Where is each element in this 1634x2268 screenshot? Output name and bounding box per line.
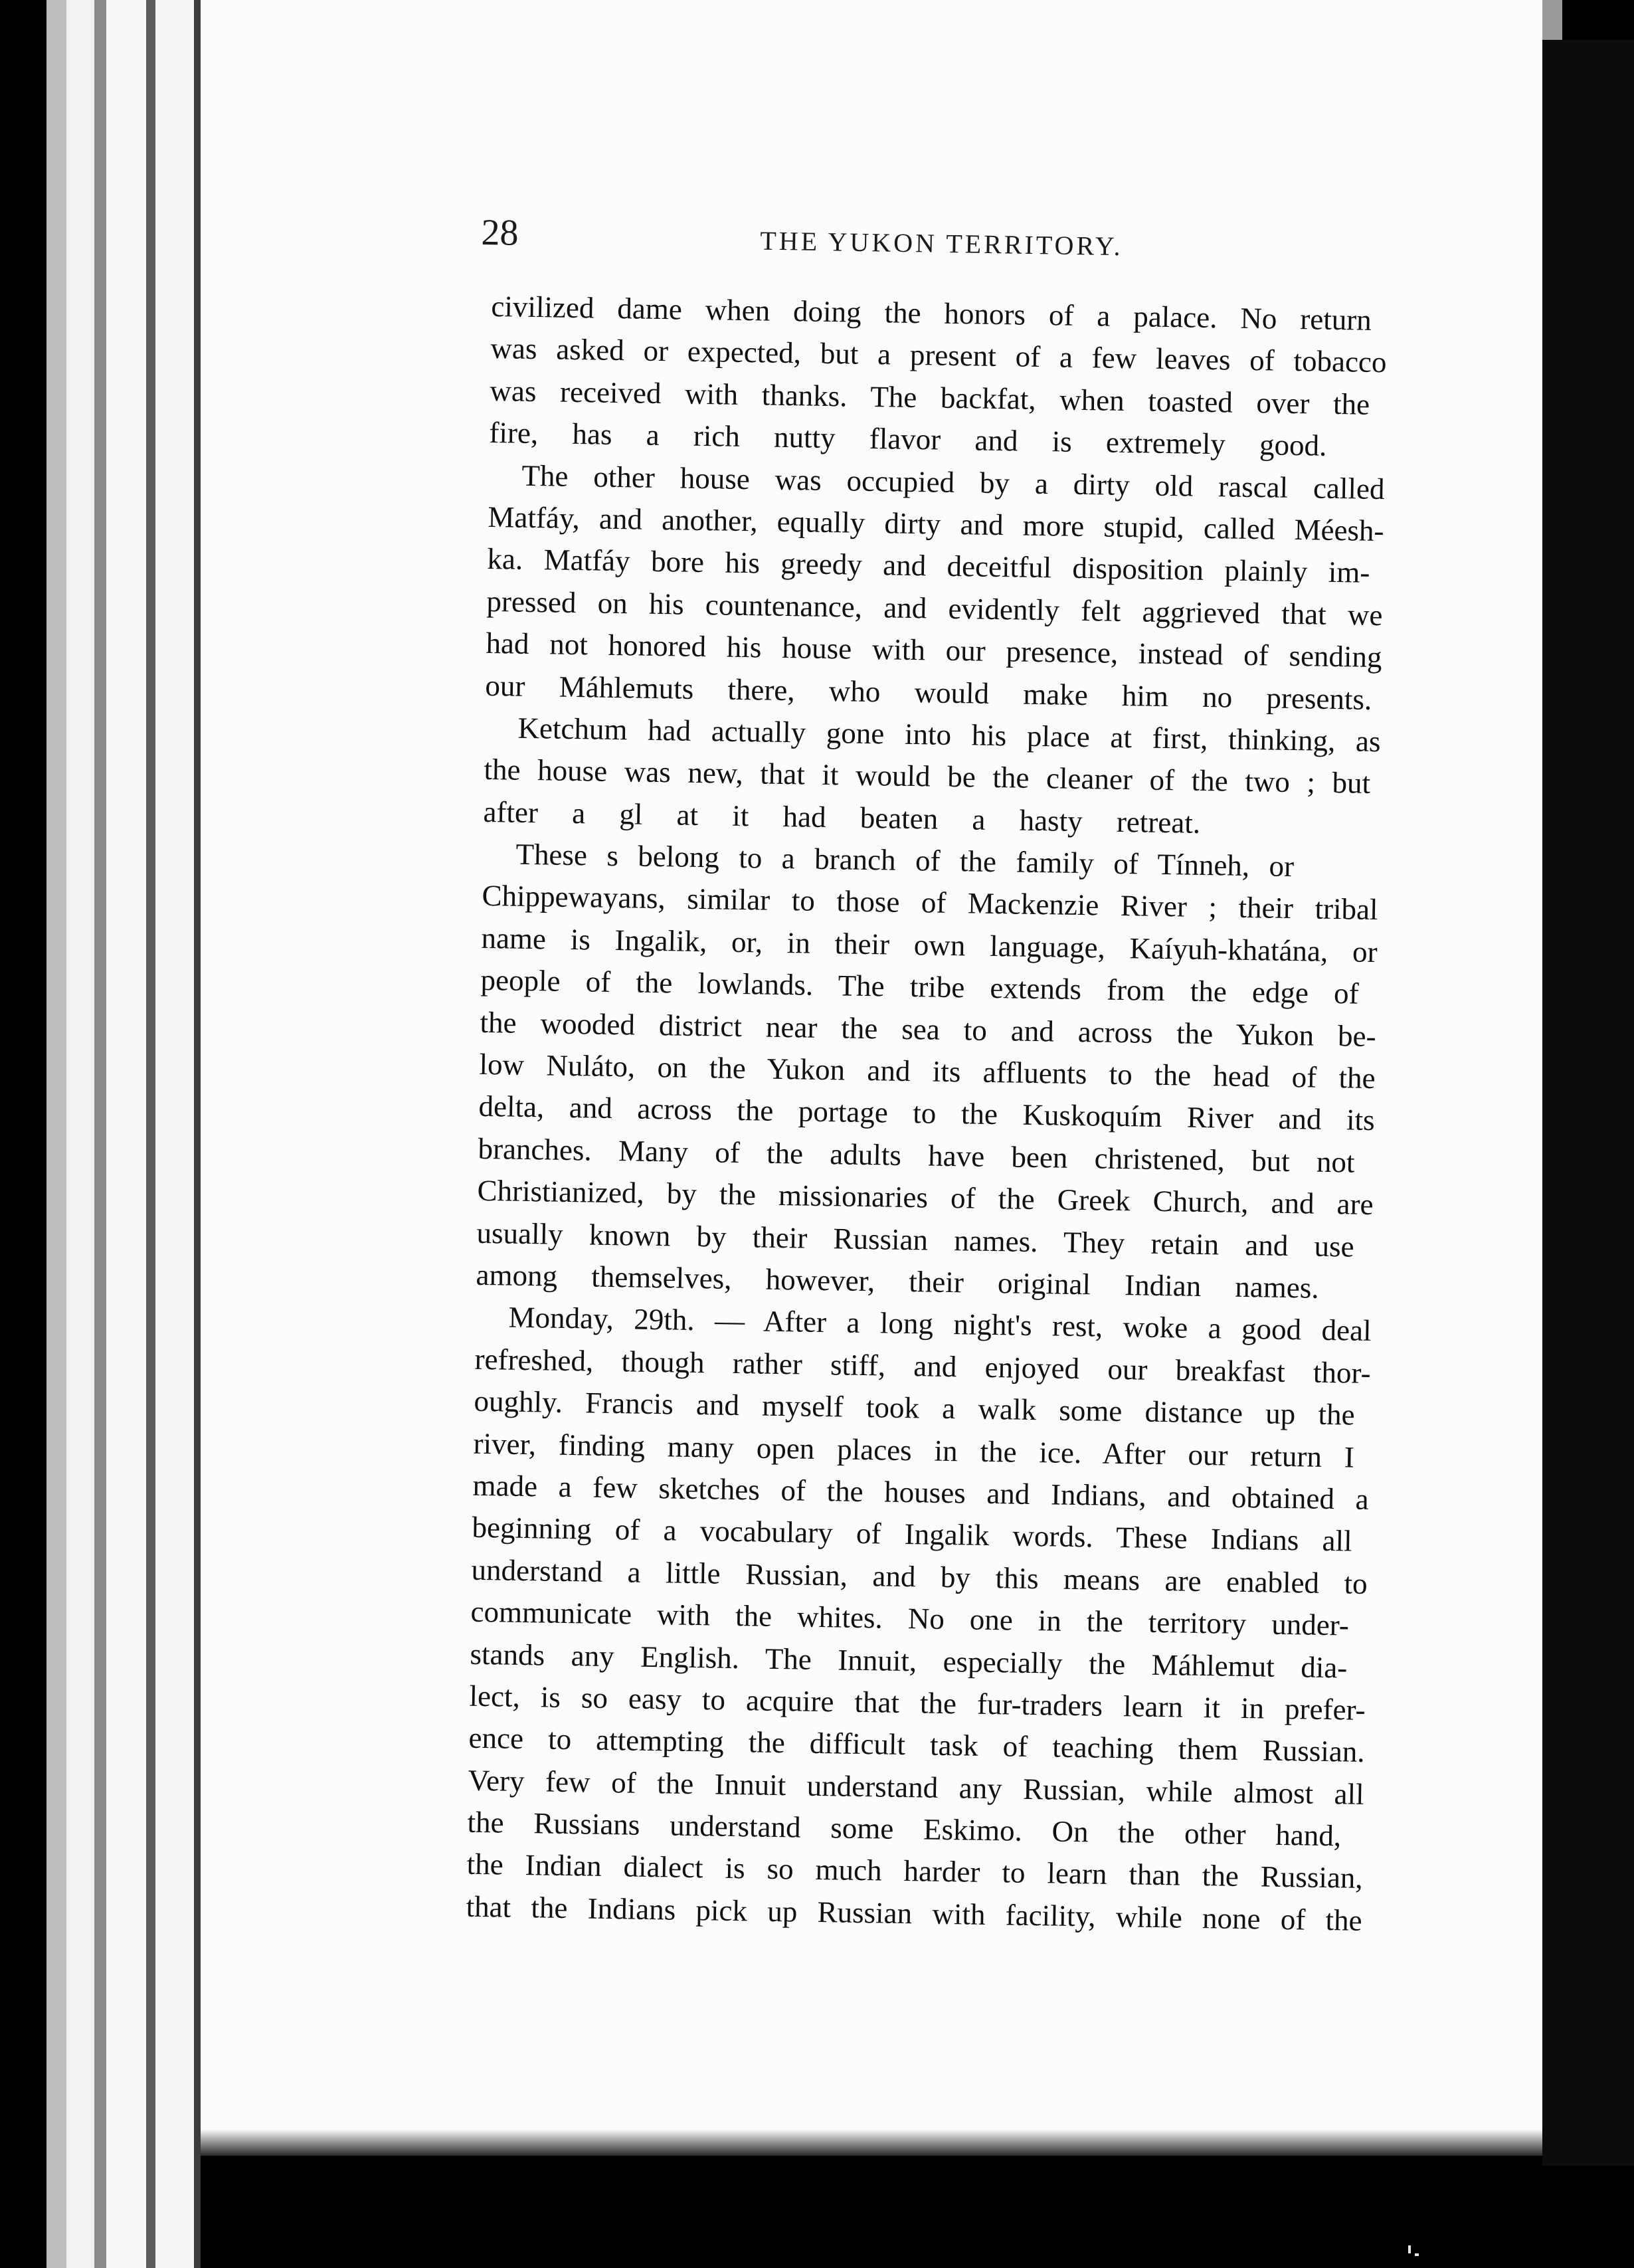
gutter-strip: [46, 0, 66, 2268]
gutter-strip: [106, 0, 146, 2268]
text-line: that the Indians pick up Russian with facility, while none of the: [466, 1889, 1363, 1937]
gutter-strip: [155, 0, 194, 2268]
text-line: usually known by their Russian names. They retain and use: [476, 1216, 1354, 1264]
text-line: the house was new, that it would be the cleaner of the two ; but: [484, 753, 1371, 801]
text-line: understand a little Russian, and by this means are enabled to: [471, 1553, 1368, 1600]
text-line: delta, and across the portage to the Kuskoquím River and its: [478, 1089, 1375, 1137]
text-line: Matfáy, and another, equally dirty and more stupid, called Méesh-: [488, 500, 1384, 548]
text-line: Ketchum had actually gone into his place at first, thinking, as: [517, 711, 1381, 759]
text-line: people of the lowlands. The tribe extends from the edge of: [480, 963, 1359, 1010]
text-line: ence to attempting the difficult task of teaching them Russian.: [468, 1721, 1366, 1769]
text-line: the Indian dialect is so much harder to learn than the Russian,: [466, 1847, 1364, 1895]
text-line: river, finding many open places in the ice. After our return I: [473, 1426, 1355, 1474]
text-line: These s belong to a branch of the family of Tínneh, or: [515, 837, 1295, 884]
scan-background-wedge: [1542, 40, 1634, 2166]
text-line: the Russians understand some Eskimo. On the other hand,: [467, 1805, 1342, 1853]
text-line: the wooded district near the sea to and across the Yukon be-: [480, 1005, 1376, 1053]
text-line: our Máhlemuts there, who would make him no presents.: [485, 668, 1372, 716]
text-line: communicate with the whites. No one in the territory under-: [470, 1594, 1350, 1642]
text-line: had not honored his house with our presence, instead of sending: [486, 626, 1382, 674]
text-line: ka. Matfáy bore his greedy and deceitful disposition plainly im-: [487, 542, 1370, 590]
text-line: Chippewayans, similar to those of Mackenzie River ; their tribal: [482, 879, 1378, 927]
gutter-strip: [66, 0, 94, 2268]
page-bottom-shadow: [201, 2129, 1542, 2156]
body-text: [466, 286, 1388, 1942]
text-line: among themselves, however, their original Indian names.: [476, 1258, 1320, 1305]
page-number: 28: [481, 211, 519, 254]
text-line: lect, is so easy to acquire that the fur-traders learn it in prefer-: [469, 1679, 1366, 1727]
text-line: refreshed, though rather stiff, and enjoyed our breakfast thor-: [474, 1342, 1371, 1390]
text-line: beginning of a vocabulary of Ingalik words. These Indians all: [472, 1511, 1352, 1558]
running-header: [481, 211, 1212, 282]
text-line: branches. Many of the adults have been christened, but not: [478, 1131, 1355, 1179]
text-line: made a few sketches of the houses and Indians, and obtained a: [472, 1468, 1370, 1516]
running-title: THE YUKON TERRITORY.: [760, 225, 1123, 262]
scan-speck: [1415, 2253, 1419, 2256]
text-line: was asked or expected, but a present of a few leaves of tobacco: [490, 331, 1387, 379]
gutter-strip: [94, 0, 106, 2268]
text-line: Very few of the Innuit understand any Russian, while almost all: [468, 1763, 1365, 1811]
text-line: stands any English. The Innuit, especially the Máhlemut dia-: [470, 1637, 1348, 1684]
text-line: fire, has a rich nutty flavor and is extremely good.: [489, 416, 1327, 462]
text-line: oughly. Francis and myself took a walk some distance up the: [474, 1384, 1355, 1432]
text-line: The other house was occupied by a dirty old rascal called: [521, 458, 1385, 506]
gutter-strip: [194, 0, 201, 2268]
scan-speck: [1408, 2245, 1411, 2253]
text-line: was received with thanks. The backfat, when toasted over the: [490, 373, 1370, 421]
text-line: name is Ingalik, or, in their own language, Kaíyuh-khatána, or: [481, 921, 1378, 969]
text-line: Monday, 29th. — After a long night's rest, woke a good deal: [508, 1300, 1372, 1348]
gutter-strip: [146, 0, 155, 2268]
text-line: low Nuláto, on the Yukon and its affluents to the head of the: [479, 1047, 1376, 1095]
text-line: civilized dame when doing the honors of a palace. No return: [491, 289, 1372, 337]
text-line: Christianized, by the missionaries of the Greek Church, and are: [477, 1174, 1374, 1222]
text-line: after a gl at it had beaten a hasty retreat.: [483, 795, 1201, 840]
text-line: pressed on his countenance, and evidently felt aggrieved that we: [486, 584, 1383, 632]
